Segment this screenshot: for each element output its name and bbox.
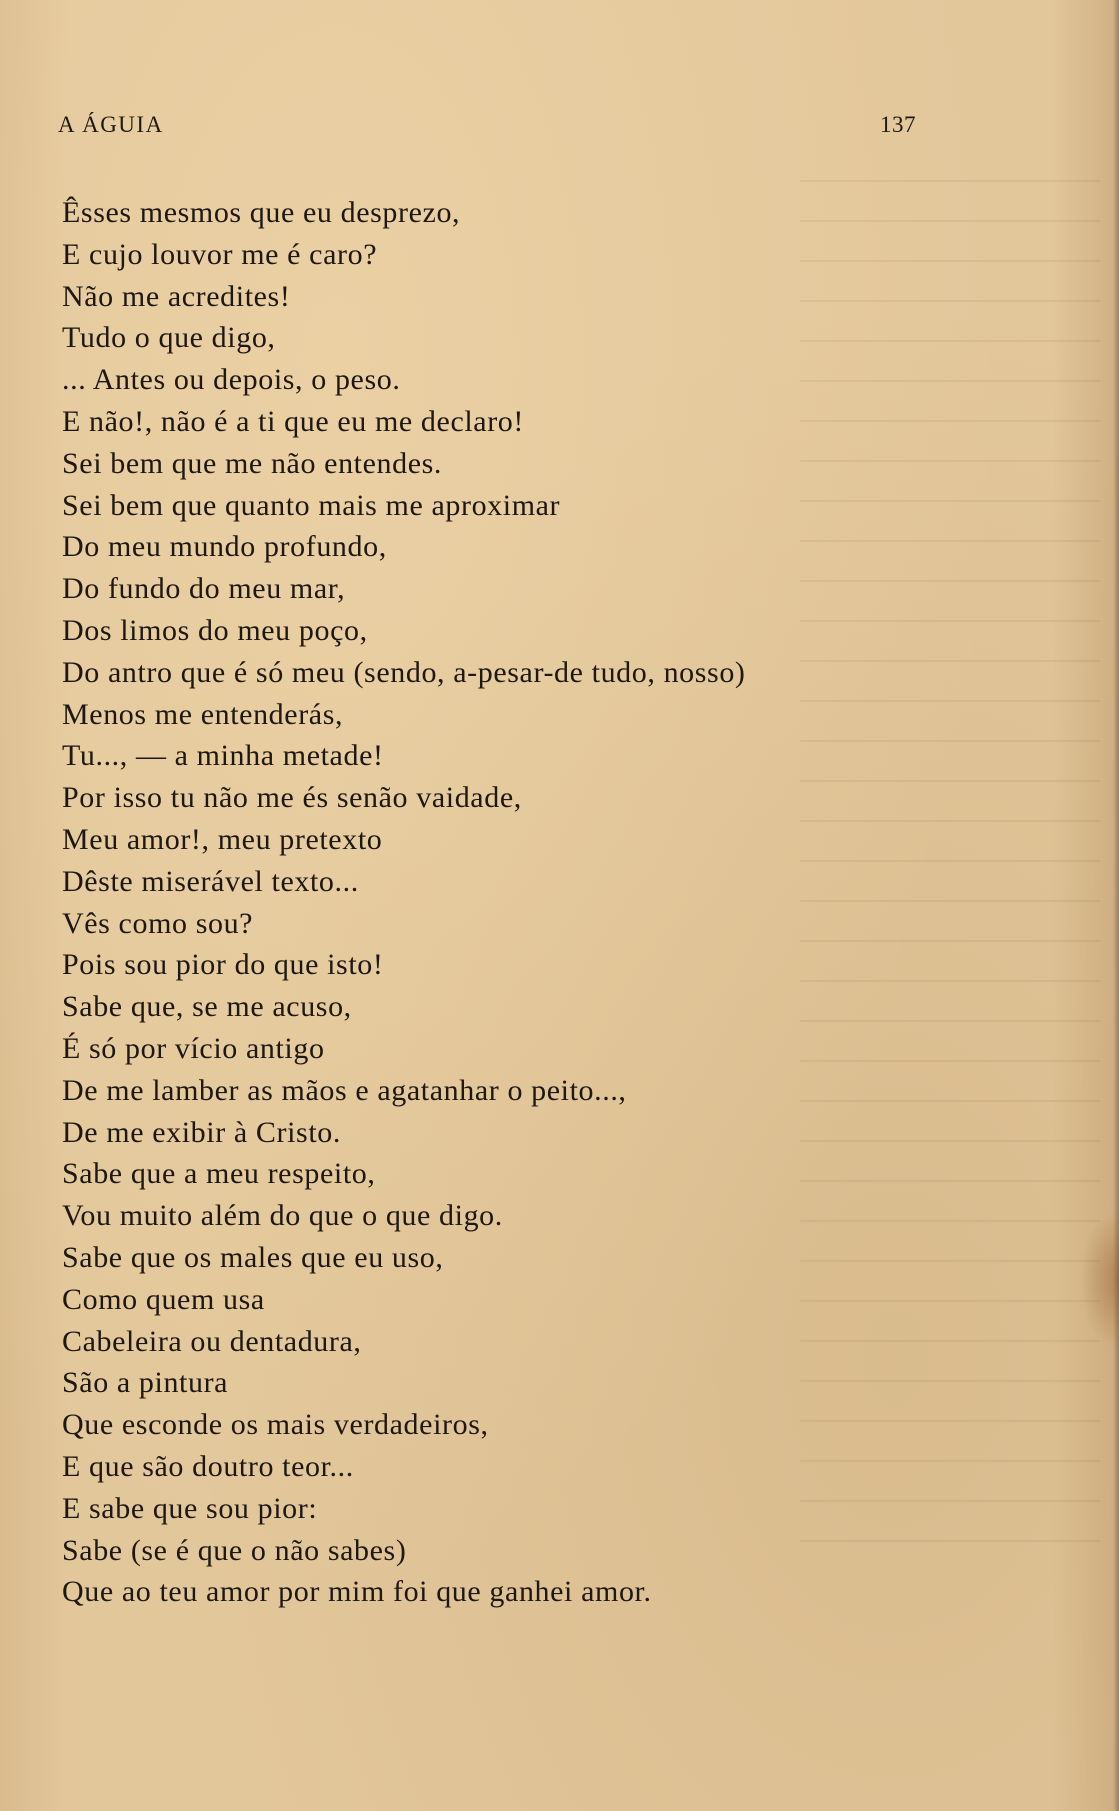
poem-line: Dêste miserável texto...	[62, 864, 359, 898]
poem-line: Não me acredites!	[62, 279, 291, 313]
poem-line: ... Antes ou depois, o peso.	[62, 363, 401, 397]
poem-line: E que são doutro teor...	[62, 1449, 354, 1483]
poem-line: De me exibir à Cristo.	[62, 1115, 341, 1149]
poem-line: Dos limos do meu poço,	[62, 613, 368, 647]
poem-line: Sabe que os males que eu uso,	[62, 1240, 444, 1274]
poem-text	[62, 192, 962, 1613]
running-head	[58, 112, 916, 144]
poem-line: É só por vício antigo	[62, 1031, 325, 1065]
poem-line: Sei bem que quanto mais me aproximar	[62, 488, 561, 522]
poem-line: Do antro que é só meu (sendo, a-pesar-de tudo, nosso)	[62, 655, 746, 689]
poem-line: E não!, não é a ti que eu me declaro!	[62, 404, 524, 438]
poem-line: Pois sou pior do que isto!	[62, 948, 384, 982]
poem-line: De me lamber as mãos e agatanhar o peito...,	[62, 1073, 627, 1107]
poem-line: Meu amor!, meu pretexto	[62, 822, 383, 856]
poem-line: Por isso tu não me és senão vaidade,	[62, 781, 522, 815]
poem-line: Vou muito além do que o que digo.	[62, 1199, 503, 1233]
poem-line: E cujo louvor me é caro?	[62, 237, 378, 271]
poem-line: Menos me entenderás,	[62, 697, 344, 731]
poem-line: Do fundo do meu mar,	[62, 572, 346, 606]
poem-line: Que esconde os mais verdadeiros,	[62, 1408, 489, 1442]
poem-line: Que ao teu amor por mim foi que ganhei amor.	[62, 1575, 652, 1609]
poem-line: Sabe que, se me acuso,	[62, 990, 352, 1024]
page-edge	[1113, 0, 1119, 1811]
poem-line: Sabe que a meu respeito,	[62, 1157, 376, 1191]
poem-line: Vês como sou?	[62, 906, 254, 940]
poem-line: Sei bem que me não entendes.	[62, 446, 443, 480]
poem-line: Tudo o que digo,	[62, 321, 276, 355]
poem-line: E sabe que sou pior:	[62, 1491, 318, 1525]
poem-line: Cabeleira ou dentadura,	[62, 1324, 362, 1358]
page-number: 137	[880, 112, 916, 137]
poem-line: Do meu mundo profundo,	[62, 530, 387, 564]
poem-line: Êsses mesmos que eu desprezo,	[62, 196, 461, 229]
poem-line: São a pintura	[62, 1366, 229, 1400]
poem-line: Sabe (se é que o não sabes)	[62, 1533, 407, 1567]
poem-line: Como quem usa	[62, 1282, 265, 1316]
running-head-title: A ÁGUIA	[58, 112, 164, 137]
poem-line: Tu..., — a minha metade!	[62, 739, 384, 773]
